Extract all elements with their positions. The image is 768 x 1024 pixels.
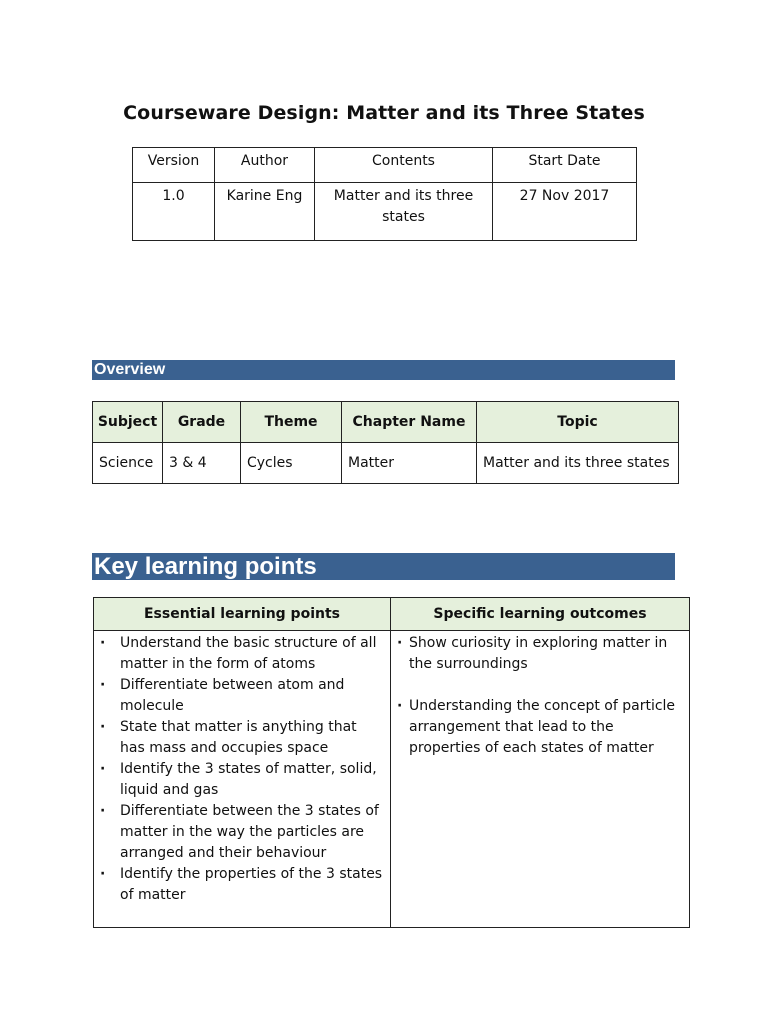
grade-header: Grade (163, 402, 241, 443)
topic-value: Matter and its three states (477, 443, 679, 484)
topic-header: Topic (477, 402, 679, 443)
table-row (133, 183, 637, 241)
start-date-value: 27 Nov 2017 (493, 183, 637, 241)
essential-points-header: Essential learning points (94, 598, 391, 631)
essential-points-list (100, 633, 384, 906)
key-learning-table (93, 597, 690, 928)
grade-value: 3 & 4 (163, 443, 241, 484)
overview-table (92, 401, 679, 484)
list-item: · Show curiosity in exploring matter in the surroundings (397, 633, 683, 675)
list-item: · Understanding the concept of particle arrangement that lead to the properties of each states of matter (397, 696, 683, 759)
table-header-row (93, 402, 679, 443)
table-row (94, 631, 690, 928)
contents-value: Matter and its three states (315, 183, 493, 241)
chapter-name-value: Matter (342, 443, 477, 484)
author-value: Karine Eng (215, 183, 315, 241)
start-date-header: Start Date (493, 148, 637, 183)
outcomes-cell (391, 631, 690, 928)
theme-header: Theme (241, 402, 342, 443)
outcomes-list (397, 633, 683, 759)
list-item: · State that matter is anything that has mass and occupies space (100, 717, 384, 759)
list-item: · Understand the basic structure of all matter in the form of atoms (100, 633, 384, 675)
contents-header: Contents (315, 148, 493, 183)
chapter-name-header: Chapter Name (342, 402, 477, 443)
subject-header: Subject (93, 402, 163, 443)
essential-points-cell (94, 631, 391, 928)
list-item: · Identify the 3 states of matter, solid, liquid and gas (100, 759, 384, 801)
table-header-row (94, 598, 690, 631)
version-table (132, 147, 637, 241)
table-row (93, 443, 679, 484)
list-item: · Differentiate between atom and molecule (100, 675, 384, 717)
author-header: Author (215, 148, 315, 183)
list-item: · Differentiate between the 3 states of matter in the way the particles are arranged and their behaviour (100, 801, 384, 864)
outcomes-header: Specific learning outcomes (391, 598, 690, 631)
list-item: · Identify the properties of the 3 states of matter (100, 864, 384, 906)
theme-value: Cycles (241, 443, 342, 484)
table-header-row (133, 148, 637, 183)
overview-heading: Overview (92, 360, 675, 380)
key-learning-heading: Key learning points (92, 553, 675, 580)
version-value: 1.0 (133, 183, 215, 241)
subject-value: Science (93, 443, 163, 484)
page-title: Courseware Design: Matter and its Three States (123, 102, 645, 124)
version-header: Version (133, 148, 215, 183)
